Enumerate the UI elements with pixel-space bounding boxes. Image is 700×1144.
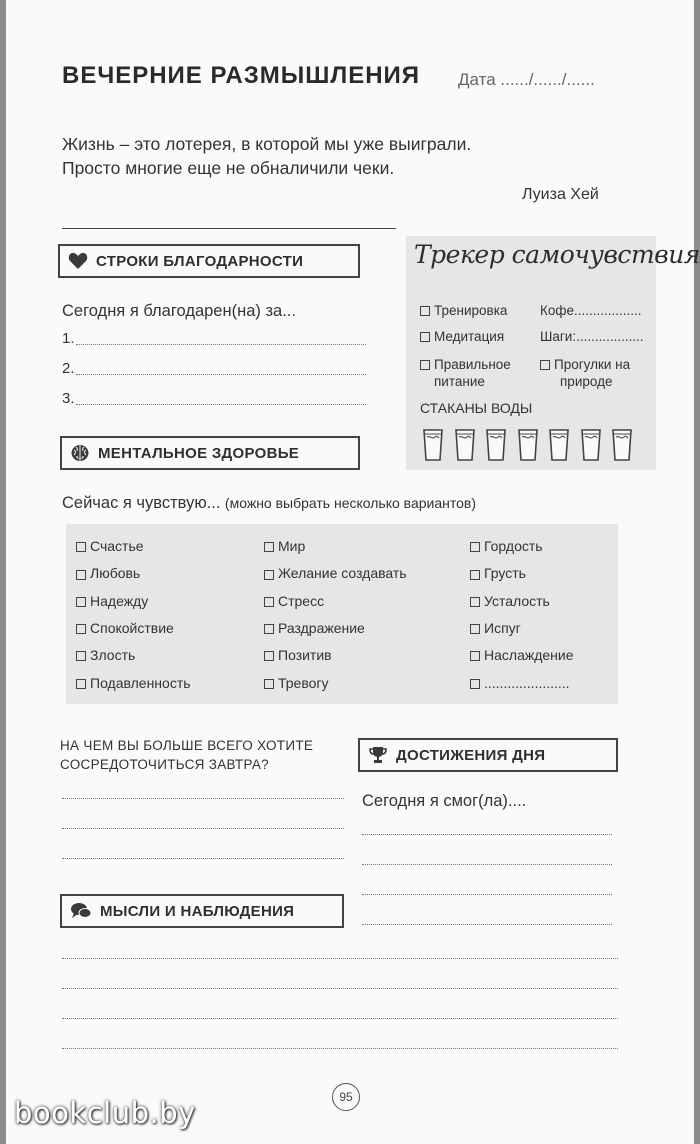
checkbox-icon <box>420 332 430 342</box>
mental-section-title: МЕНТАЛЬНОЕ ЗДОРОВЬЕ <box>98 444 300 462</box>
feeling-option-checkbox[interactable] <box>264 538 305 554</box>
checkbox-icon <box>420 360 430 370</box>
feeling-option-label: Испуг <box>484 619 521 636</box>
checkbox-icon <box>470 679 480 689</box>
divider <box>62 228 396 229</box>
feeling-option-checkbox[interactable] <box>470 675 570 691</box>
tracker-nutrition-label-2: питание <box>434 374 485 389</box>
tracker-meditation-label: Медитация <box>434 329 505 344</box>
checkbox-icon <box>264 570 274 580</box>
water-glass-icon[interactable] <box>611 428 633 462</box>
feeling-option-checkbox[interactable] <box>470 593 550 609</box>
checkbox-icon <box>76 570 86 580</box>
feeling-option-checkbox[interactable] <box>470 647 574 663</box>
feeling-option-label: Подавленность <box>90 674 191 691</box>
tracker-nutrition-checkbox[interactable] <box>420 356 511 390</box>
feeling-option-label: Любовь <box>90 565 141 582</box>
checkbox-icon <box>76 679 86 689</box>
checkbox-icon <box>470 624 480 634</box>
feeling-option-checkbox[interactable] <box>76 620 174 636</box>
feeling-option-label: Тревогу <box>278 674 329 691</box>
feeling-option-checkbox[interactable] <box>264 593 324 609</box>
tracker-steps-field[interactable]: Шаги:.................. <box>540 329 644 344</box>
feeling-option-label: Спокойствие <box>90 619 174 636</box>
gratitude-section-title: СТРОКИ БЛАГОДАРНОСТИ <box>96 252 304 270</box>
feeling-option-label: Желание создавать <box>278 565 407 582</box>
thoughts-line-3[interactable] <box>62 1018 618 1019</box>
feeling-option-checkbox[interactable] <box>470 620 521 636</box>
focus-question-line-2: СОСРЕДОТОЧИТЬСЯ ЗАВТРА? <box>60 757 269 772</box>
focus-line-3[interactable] <box>62 858 344 859</box>
checkbox-icon <box>264 624 274 634</box>
feeling-option-label: Счастье <box>90 538 144 554</box>
checkbox-icon <box>264 651 274 661</box>
gratitude-line-1[interactable] <box>76 344 366 345</box>
thoughts-line-1[interactable] <box>62 958 618 959</box>
feeling-option-label: Злость <box>90 647 136 664</box>
mental-section-header <box>60 436 360 470</box>
feeling-option-checkbox[interactable] <box>264 647 332 663</box>
achievements-line-1[interactable] <box>362 834 612 835</box>
thoughts-line-2[interactable] <box>62 988 618 989</box>
checkbox-icon <box>76 542 86 552</box>
water-glass-icon[interactable] <box>517 428 539 462</box>
checkbox-icon <box>76 651 86 661</box>
feeling-option-label: Мир <box>278 538 306 554</box>
focus-line-2[interactable] <box>62 828 344 829</box>
feelings-prompt <box>62 494 476 513</box>
feeling-option-checkbox[interactable] <box>76 647 135 663</box>
checkbox-icon <box>470 651 480 661</box>
quote-text <box>62 132 471 180</box>
feeling-option-label: ...................... <box>484 674 570 691</box>
gratitude-line-3[interactable] <box>76 404 366 405</box>
water-glass-icon[interactable] <box>454 428 476 462</box>
gratitude-section-header <box>58 244 360 278</box>
page-title: ВЕЧЕРНИЕ РАЗМЫШЛЕНИЯ <box>62 62 421 89</box>
water-glass-icon[interactable] <box>548 428 570 462</box>
quote-line-1: Жизнь – это лотерея, в которой мы уже выиграли. <box>62 134 472 154</box>
checkbox-icon <box>264 679 274 689</box>
date-field[interactable]: Дата ....../....../...... <box>458 70 595 89</box>
checkbox-icon <box>470 597 480 607</box>
feeling-option-label: Стресс <box>278 592 325 609</box>
achievements-line-3[interactable] <box>362 894 612 895</box>
checkbox-icon <box>264 542 274 552</box>
brain-icon <box>70 443 90 463</box>
checkbox-icon <box>264 597 274 607</box>
feeling-option-label: Усталость <box>484 592 550 609</box>
gratitude-number-1: 1. <box>62 330 75 347</box>
achievements-line-2[interactable] <box>362 864 612 865</box>
heart-icon <box>68 252 88 270</box>
watermark: bookclub.by <box>14 1096 196 1130</box>
achievements-section-title: ДОСТИЖЕНИЯ ДНЯ <box>396 746 546 764</box>
tracker-title: Трекер самочувствия <box>414 240 700 269</box>
quote-line-2: Просто многие еще не обналичили чеки. <box>62 158 395 178</box>
feeling-option-label: Гордость <box>484 538 543 554</box>
tracker-walks-checkbox[interactable] <box>540 356 630 390</box>
gratitude-number-2: 2. <box>62 360 75 377</box>
feeling-option-label: Грусть <box>484 565 526 582</box>
feeling-option-checkbox[interactable] <box>264 565 407 581</box>
trophy-icon <box>368 745 388 765</box>
achievements-section-header <box>358 738 618 772</box>
thoughts-section-title: МЫСЛИ И НАБЛЮДЕНИЯ <box>100 902 295 920</box>
feeling-option-label: Наслаждение <box>484 647 574 664</box>
checkbox-icon <box>420 306 430 316</box>
feelings-prompt-note: (можно выбрать несколько вариантов) <box>224 495 477 511</box>
water-glass-icon[interactable] <box>422 428 444 462</box>
feeling-option-label: Надежду <box>90 592 149 609</box>
tracker-training-label: Тренировка <box>434 303 508 318</box>
thoughts-section-header <box>60 894 344 928</box>
checkbox-icon <box>540 360 550 370</box>
gratitude-prompt: Сегодня я благодарен(на) за... <box>62 302 296 320</box>
quote-author: Луиза Хей <box>522 186 599 203</box>
focus-question-line-1: НА ЧЕМ ВЫ БОЛЬШЕ ВСЕГО ХОТИТЕ <box>60 738 314 753</box>
water-glass-icon[interactable] <box>580 428 602 462</box>
feelings-prompt-main: Сейчас я чувствую... <box>62 494 221 512</box>
feeling-option-checkbox[interactable] <box>470 565 526 581</box>
tracker-nutrition-label: Правильное <box>434 357 511 372</box>
gratitude-line-2[interactable] <box>76 374 366 375</box>
journal-page <box>6 0 700 1144</box>
focus-line-1[interactable] <box>62 798 344 799</box>
thoughts-line-4[interactable] <box>62 1048 618 1049</box>
water-glasses-label: СТАКАНЫ ВОДЫ <box>420 400 533 416</box>
checkbox-icon <box>76 597 86 607</box>
feeling-option-checkbox[interactable] <box>76 593 148 609</box>
checkbox-icon <box>76 624 86 634</box>
feeling-option-label: Раздражение <box>278 619 365 636</box>
gratitude-number-3: 3. <box>62 390 75 407</box>
focus-question <box>60 736 313 774</box>
feeling-option-checkbox[interactable] <box>264 620 365 636</box>
feeling-option-label: Позитив <box>278 647 332 664</box>
checkbox-icon <box>470 570 480 580</box>
speech-bubbles-icon <box>70 902 92 920</box>
checkbox-icon <box>470 542 480 552</box>
achievements-line-4[interactable] <box>362 924 612 925</box>
tracker-training-checkbox[interactable] <box>420 302 507 319</box>
feeling-option-checkbox[interactable] <box>76 565 140 581</box>
achievements-prompt: Сегодня я смог(ла).... <box>362 792 527 810</box>
tracker-meditation-checkbox[interactable] <box>420 328 504 345</box>
tracker-walks-label-2: природе <box>560 374 613 389</box>
tracker-walks-label: Прогулки на <box>554 357 631 372</box>
water-glass-icon[interactable] <box>485 428 507 462</box>
feeling-option-checkbox[interactable] <box>264 675 329 691</box>
feeling-option-checkbox[interactable] <box>76 675 191 691</box>
feeling-option-checkbox[interactable] <box>76 538 144 554</box>
tracker-coffee-field[interactable]: Кофе.................. <box>540 303 642 318</box>
page-number: 95 <box>332 1083 360 1111</box>
feeling-option-checkbox[interactable] <box>470 538 543 554</box>
